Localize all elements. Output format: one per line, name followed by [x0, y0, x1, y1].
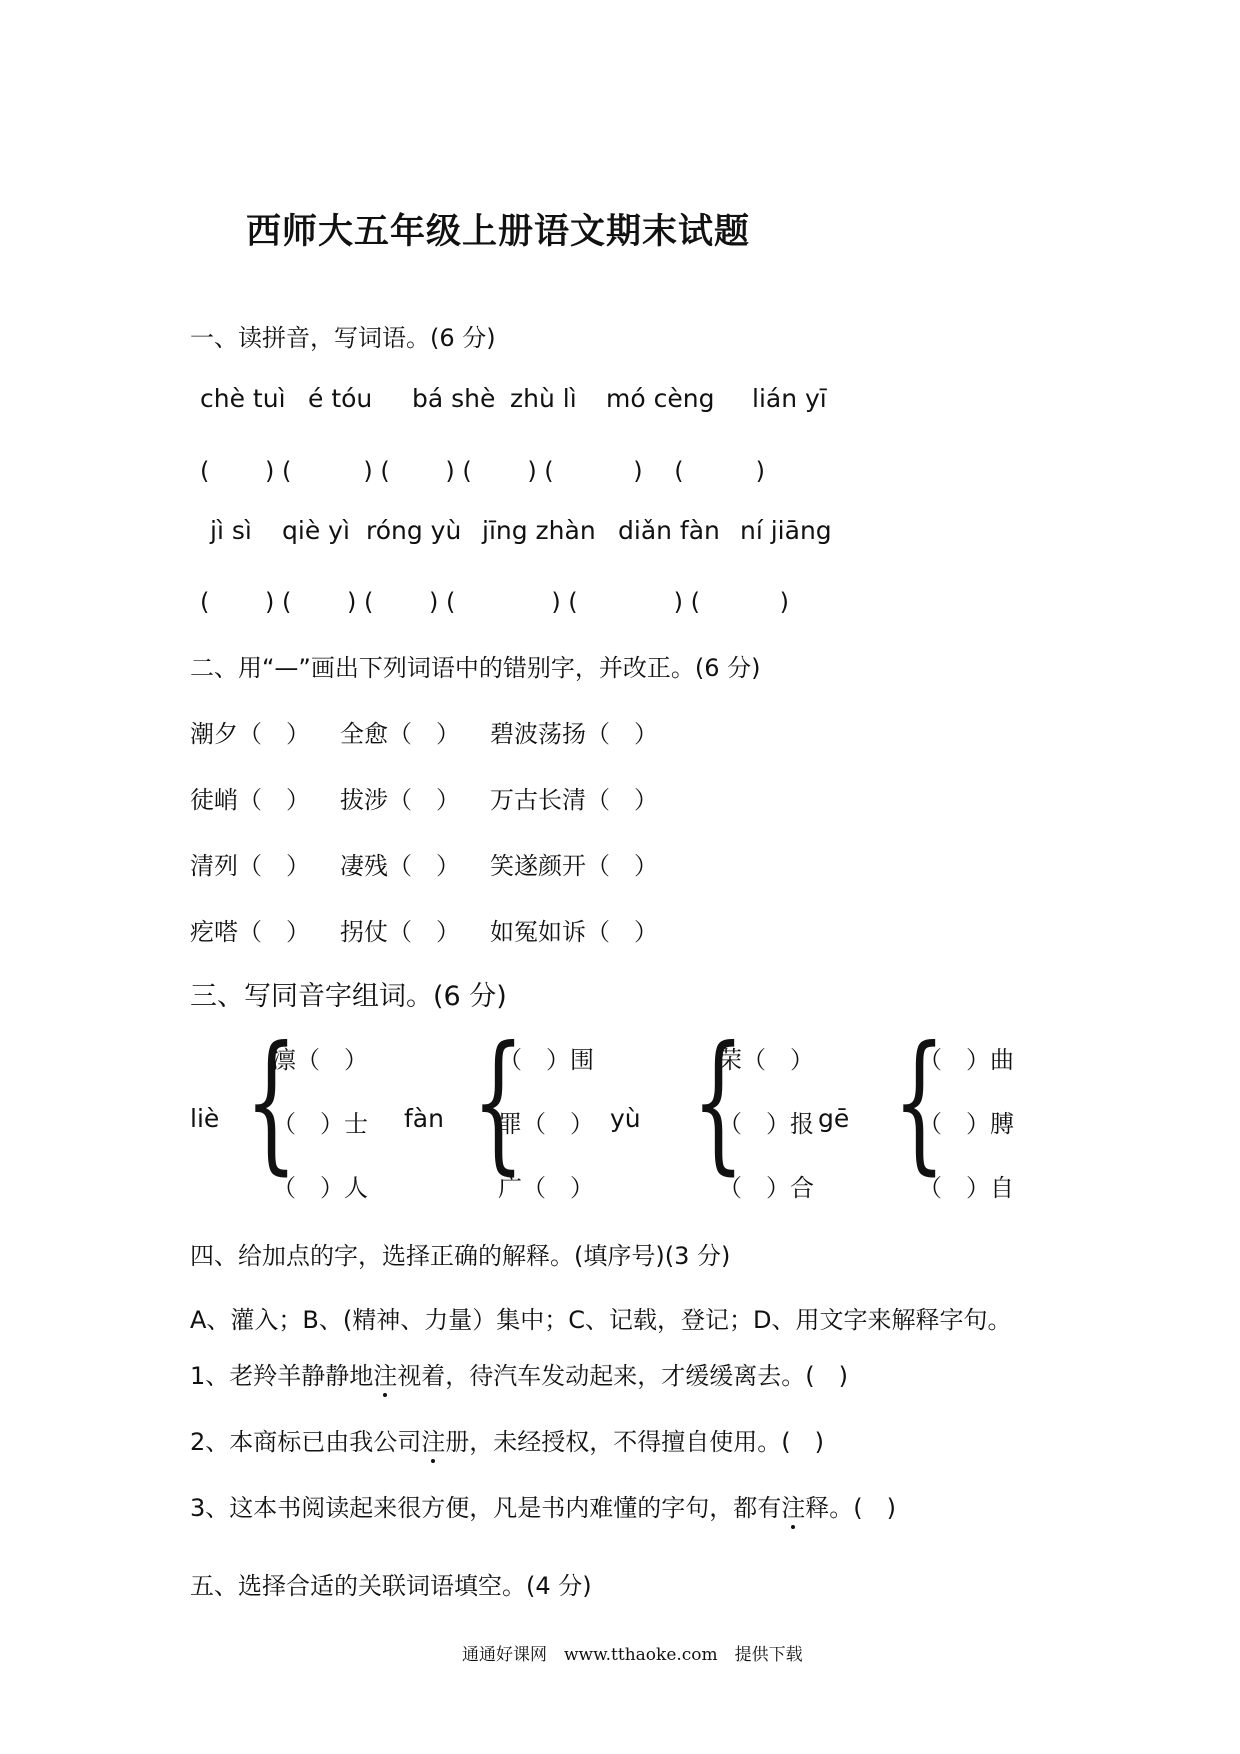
q3-heading: 三、写同音字组词。(6 分): [190, 981, 507, 1012]
pinyin-1: chè tuì: [200, 384, 286, 413]
q2-heading: 二、用“—”画出下列词语中的错别字，并改正。(6 分): [190, 654, 761, 682]
q4-item-2-pre: 2、本商标已由我公司: [190, 1428, 422, 1456]
q4-item-3-dotted-char: 注: [781, 1488, 805, 1523]
pinyin-8: qiè yì: [282, 516, 350, 545]
brace-3: {: [692, 1015, 745, 1189]
q2-word-12: 如冤如诉（ ）: [490, 918, 658, 946]
pinyin-12: ní jiāng: [740, 516, 832, 545]
q4-item-2-post: 册，未经授权，不得擅自使用。( ): [445, 1428, 825, 1456]
brace-4: {: [893, 1015, 946, 1189]
q2-word-6: 万古长清（ ）: [490, 786, 658, 814]
pinyin-7: jì sì: [210, 516, 252, 545]
q2-word-5: 拔涉（ ）: [340, 786, 460, 814]
q4-item-2-dotted-char: 注: [421, 1422, 445, 1457]
q3-g3-bottom: （ ）合: [718, 1174, 814, 1202]
q3-g1-top: 凛（ ）: [272, 1046, 368, 1074]
q3-pinyin-4: gē: [818, 1104, 850, 1133]
pinyin-10: jīng zhàn: [482, 516, 596, 545]
brace-2: {: [472, 1015, 525, 1189]
page-title: 西师大五年级上册语文期末试题: [246, 212, 751, 252]
q2-word-8: 凄残（ ）: [340, 852, 460, 880]
q3-g4-mid: （ ）膊: [918, 1110, 1014, 1138]
answer-blanks-row2: ( ) ( ) ( ) ( ) ( ) ( ): [200, 588, 790, 616]
q2-word-4: 徒峭（ ）: [190, 786, 310, 814]
q2-word-3: 碧波荡扬（ ）: [490, 720, 658, 748]
q1-heading: 一、读拼音，写词语。(6 分): [190, 324, 496, 352]
pinyin-11: diǎn fàn: [618, 516, 720, 545]
q3-g3-mid: （ ）报: [718, 1110, 814, 1138]
pinyin-9: róng yù: [366, 516, 462, 545]
q4-item-1-dotted-char: 注: [373, 1356, 397, 1391]
q3-pinyin-1: liè: [190, 1104, 220, 1133]
q4-item-3-pre: 3、这本书阅读起来很方便，凡是书内难懂的字句，都有: [190, 1494, 782, 1522]
brace-1: {: [245, 1015, 298, 1189]
q4-heading: 四、给加点的字，选择正确的解释。(填序号)(3 分): [190, 1242, 731, 1270]
q4-item-1-post: 视着，待汽车发动起来，才缓缓离去。( ): [397, 1362, 849, 1390]
q2-word-2: 全愈（ ）: [340, 720, 460, 748]
q2-word-11: 拐仗（ ）: [340, 918, 460, 946]
q4-options: A、灌入；B、(精神、力量）集中；C、记载，登记；D、用文字来解释字句。: [190, 1306, 1012, 1334]
q4-item-1: [190, 1356, 848, 1391]
q2-word-9: 笑遂颜开（ ）: [490, 852, 658, 880]
q3-g3-top: 荣（ ）: [718, 1046, 814, 1074]
answer-blanks-row1: ( ) ( ) ( ) ( ) ( ) ( ): [200, 457, 766, 485]
q3-g4-bottom: （ ）自: [918, 1174, 1014, 1202]
q4-item-1-pre: 1、老羚羊静静地: [190, 1362, 374, 1390]
pinyin-2: é tóu: [308, 384, 373, 413]
q4-item-3: [190, 1488, 896, 1523]
pinyin-3: bá shè: [412, 384, 496, 413]
pinyin-5: mó cèng: [606, 384, 715, 413]
q2-word-1: 潮夕（ ）: [190, 720, 310, 748]
q3-pinyin-2: fàn: [404, 1104, 444, 1133]
q3-g2-top: （ ）围: [498, 1046, 594, 1074]
pinyin-4: zhù lì: [510, 384, 577, 413]
q2-word-10: 疙嗒（ ）: [190, 918, 310, 946]
pinyin-6: lián yī: [752, 384, 827, 413]
q3-g1-mid: （ ）士: [272, 1110, 368, 1138]
q4-item-3-post: 释。( ): [805, 1494, 897, 1522]
footer-text: 通通好课网 www.tthaoke.com 提供下载: [462, 1645, 803, 1665]
q5-heading: 五、选择合适的关联词语填空。(4 分): [190, 1572, 592, 1600]
q3-pinyin-3: yù: [610, 1104, 641, 1133]
q3-g4-top: （ ）曲: [918, 1046, 1014, 1074]
q2-word-7: 清列（ ）: [190, 852, 310, 880]
q3-g2-mid: 罪（ ）: [498, 1110, 594, 1138]
q3-g1-bottom: （ ）人: [272, 1174, 368, 1202]
q3-g2-bottom: 广（ ）: [498, 1174, 594, 1202]
q4-item-2: [190, 1422, 824, 1457]
